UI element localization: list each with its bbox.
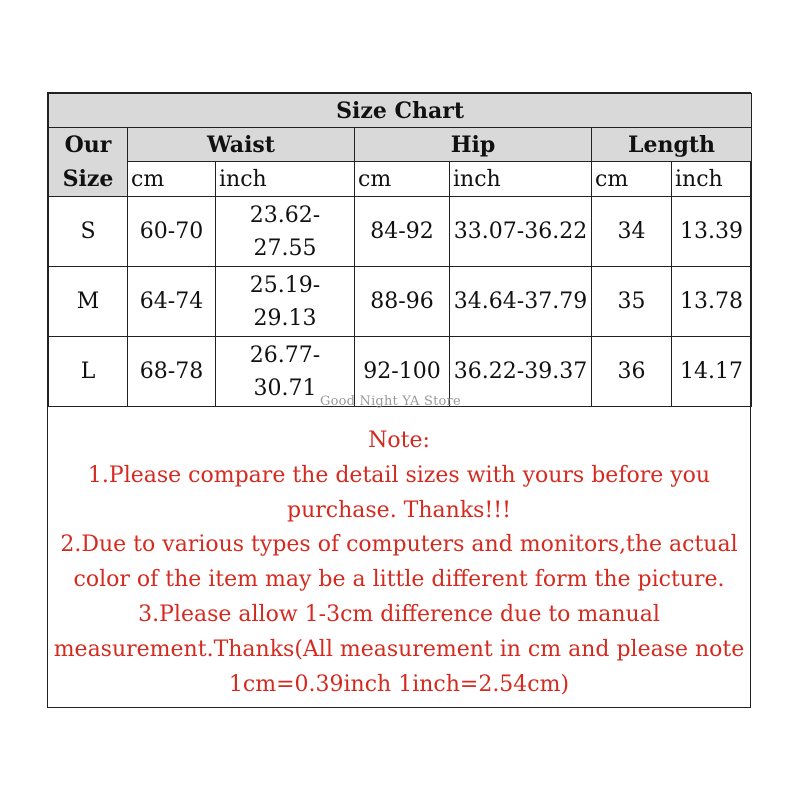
size-cell: M — [49, 267, 128, 337]
note-line: purchase. Thanks!!! — [287, 497, 511, 523]
note-heading: Note: — [368, 428, 430, 453]
our-size-header — [49, 128, 128, 197]
waist-header: Waist — [128, 128, 355, 162]
note-line: 2.Due to various types of computers and monitors,the actual — [60, 532, 738, 558]
unit-length-inch: inch — [672, 162, 752, 197]
waist-cm-cell: 68-78 — [128, 337, 216, 407]
waist-inch-cell: 26.77- 30.71 — [216, 337, 355, 407]
size-cell: L — [49, 337, 128, 407]
unit-waist-inch: inch — [216, 162, 355, 197]
hip-header: Hip — [355, 128, 592, 162]
waist-cm-cell: 60-70 — [128, 197, 216, 267]
length-cm-cell: 34 — [592, 197, 672, 267]
table-row — [49, 267, 752, 337]
unit-hip-cm: cm — [355, 162, 450, 197]
note-line: color of the item may be a little different form the picture. — [73, 567, 725, 593]
table-row — [49, 197, 752, 267]
length-cm-cell: 35 — [592, 267, 672, 337]
length-inch-cell: 14.17 — [672, 337, 752, 407]
hip-cm-cell: 92-100 — [355, 337, 450, 407]
our-size-label-1: Our — [64, 132, 112, 158]
waist-inch-cell: 23.62- 27.55 — [216, 197, 355, 267]
note-line: measurement.Thanks(All measurement in cm and please note — [53, 636, 745, 662]
our-size-label-2: Size — [62, 166, 114, 192]
unit-length-cm: cm — [592, 162, 672, 197]
hip-inch-cell: 36.22-39.37 — [450, 337, 592, 407]
note-line: 1cm=0.39inch 1inch=2.54cm) — [228, 671, 570, 697]
length-inch-cell: 13.39 — [672, 197, 752, 267]
unit-waist-cm: cm — [128, 162, 216, 197]
unit-hip-inch: inch — [450, 162, 592, 197]
size-table — [48, 93, 752, 407]
hip-cm-cell: 84-92 — [355, 197, 450, 267]
chart-title: Size Chart — [49, 94, 752, 128]
length-cm-cell: 36 — [592, 337, 672, 407]
note-line: 1.Please compare the detail sizes with yours before you — [87, 462, 711, 488]
hip-inch-cell: 33.07-36.22 — [450, 197, 592, 267]
waist-cm-cell: 64-74 — [128, 267, 216, 337]
notes-section — [47, 424, 751, 702]
size-cell: S — [49, 197, 128, 267]
waist-inch-cell: 25.19- 29.13 — [216, 267, 355, 337]
length-inch-cell: 13.78 — [672, 267, 752, 337]
note-line: 3.Please allow 1-3cm difference due to manual — [138, 601, 660, 627]
store-watermark: Good Night YA Store — [320, 394, 461, 409]
hip-cm-cell: 88-96 — [355, 267, 450, 337]
length-header: Length — [592, 128, 752, 162]
hip-inch-cell: 34.64-37.79 — [450, 267, 592, 337]
